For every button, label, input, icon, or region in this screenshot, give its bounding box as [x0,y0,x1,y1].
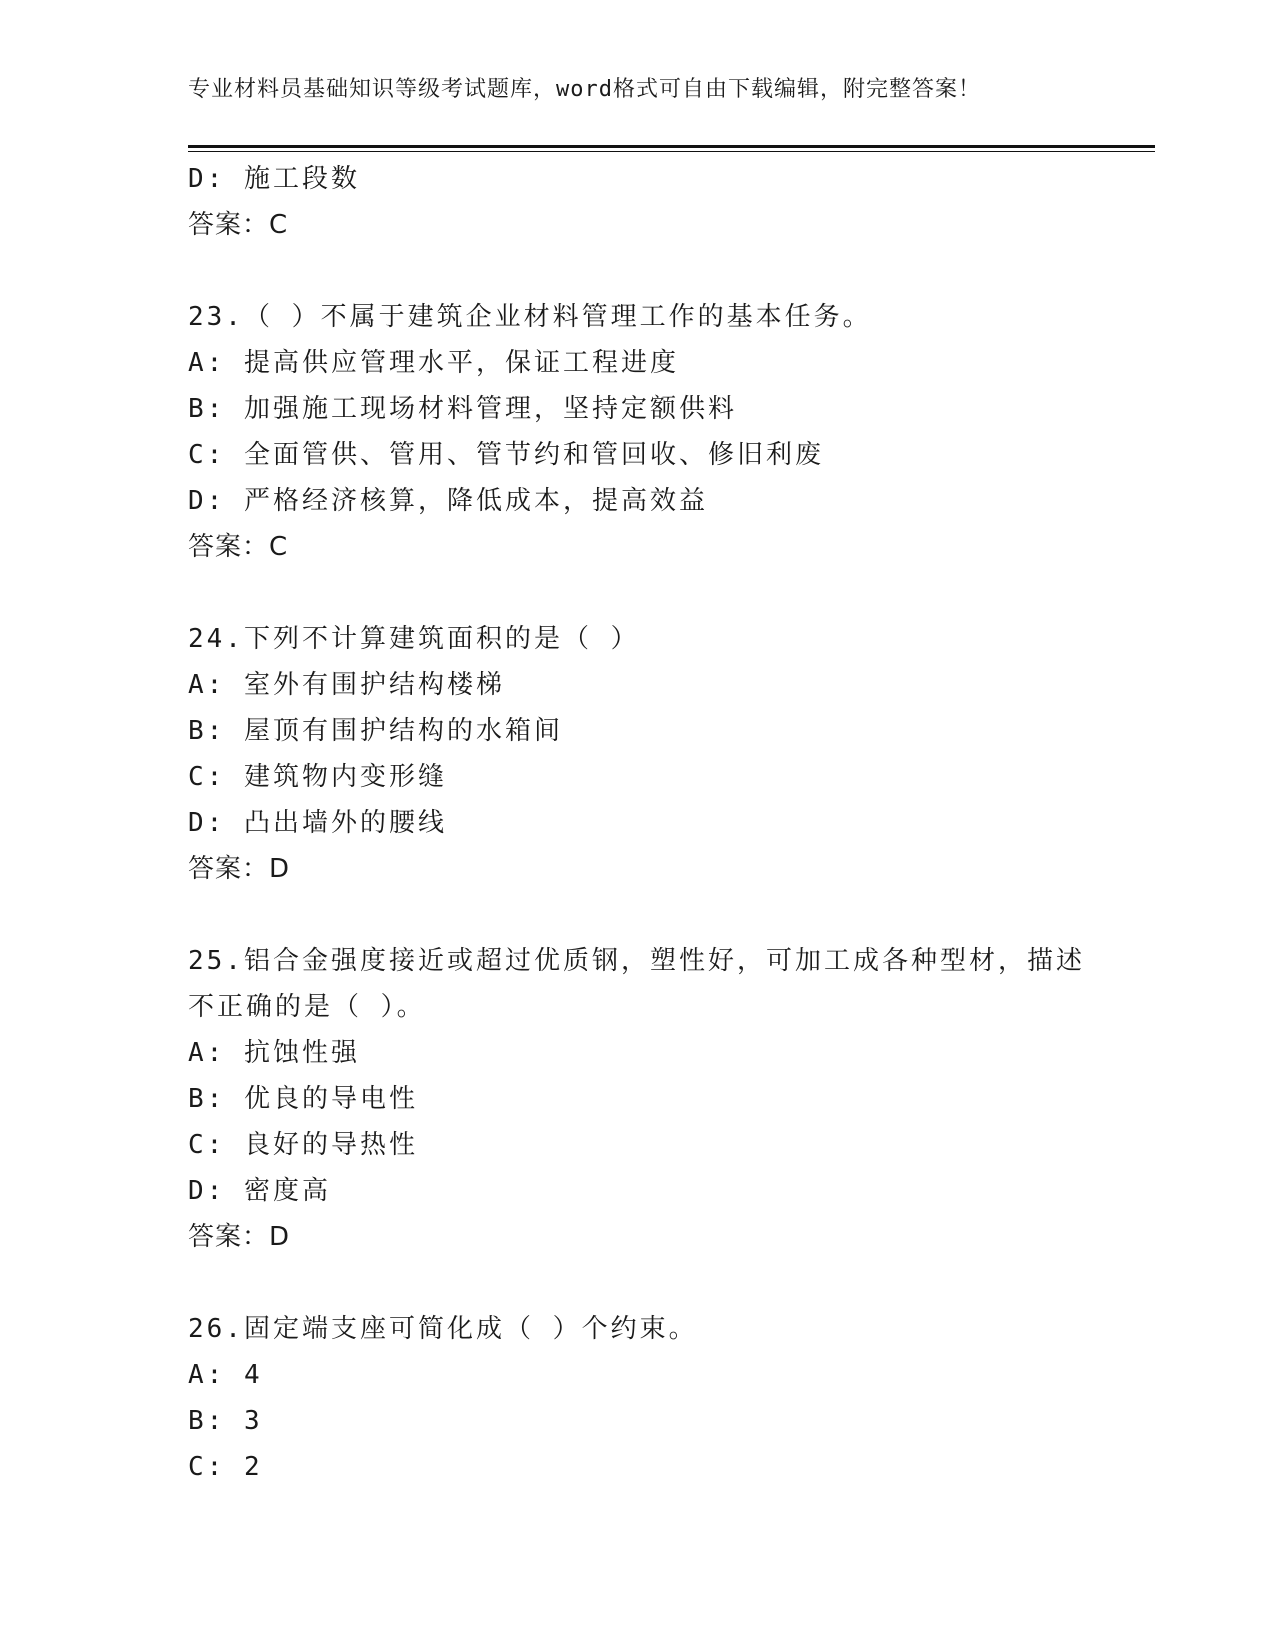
option-a: A: 抗蚀性强 [188,1038,360,1068]
answer: 答案：D [188,854,291,884]
option-b: B: 3 [188,1406,263,1436]
option-b: B: 屋顶有围护结构的水箱间 [188,716,563,746]
question-stem-line2: 不正确的是（ ）。 [188,992,426,1022]
question-stem: 23.（ ）不属于建筑企业材料管理工作的基本任务。 [188,302,872,332]
option-b: B: 加强施工现场材料管理，坚持定额供料 [188,394,737,424]
question-stem: 26.固定端支座可简化成（ ）个约束。 [188,1314,698,1344]
option-a: A: 室外有围护结构楼梯 [188,670,505,700]
option-a: A: 提高供应管理水平，保证工程进度 [188,348,679,378]
question-stem: 24.下列不计算建筑面积的是（ ） [188,624,640,654]
option-d: D: 凸出墙外的腰线 [188,808,447,838]
option-c: C: 全面管供、管用、管节约和管回收、修旧利废 [188,440,824,470]
option-d: D: 严格经济核算，降低成本，提高效益 [188,486,708,516]
question-list [188,156,1088,1490]
spacer [188,570,1088,616]
question-stem-line1: 25.铝合金强度接近或超过优质钢，塑性好，可加工成各种型材，描述 [188,946,1085,976]
option-c: C: 2 [188,1452,263,1482]
option-d: D: 施工段数 [188,164,360,194]
answer: 答案：C [188,532,289,562]
option-b: B: 优良的导电性 [188,1084,418,1114]
header-rule-thin [188,151,1155,152]
option-d: D: 密度高 [188,1176,331,1206]
option-c: C: 建筑物内变形缝 [188,762,447,792]
answer: 答案：C [188,210,289,240]
spacer [188,1260,1088,1306]
spacer [188,892,1088,938]
option-a: A: 4 [188,1360,263,1390]
page-header: 专业材料员基础知识等级考试题库，word格式可自由下载编辑，附完整答案！ [188,77,981,102]
spacer [188,248,1088,294]
answer: 答案：D [188,1222,291,1252]
option-c: C: 良好的导热性 [188,1130,418,1160]
header-rule-thick [188,145,1155,148]
